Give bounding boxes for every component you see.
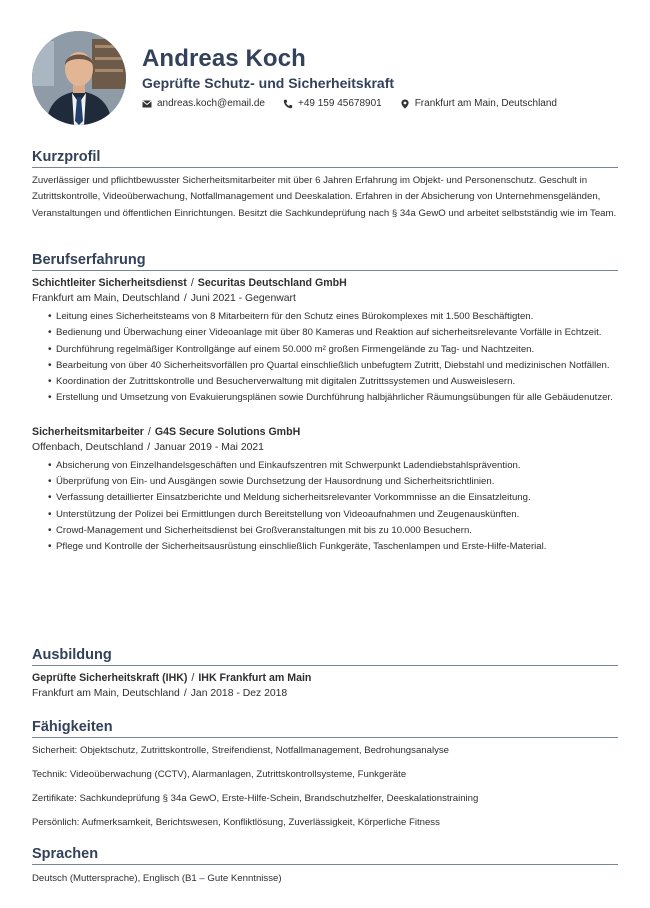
job-bullets xyxy=(48,309,618,407)
map-pin-icon xyxy=(400,99,410,109)
job-meta-line: Frankfurt am Main, Deutschland / Juni 2021 - Gegenwart xyxy=(32,293,296,304)
job-bullet: • Bearbeitung von über 40 Sicherheitsvorfällen pro Quartal einschließlich unbefugtem Zutritt, Diebstahl und medizinischen Notfällen. xyxy=(48,358,618,374)
section-languages xyxy=(32,845,618,886)
candidate-name: Andreas Koch xyxy=(142,45,306,72)
job-bullet: • Erstellung und Umsetzung von Evakuierungsplänen sowie Durchführung halbjährlicher Räumungsübungen für alle Gebäudenutzer. xyxy=(48,390,618,406)
education-title-line: Geprüfte Sicherheitskraft (IHK) / IHK Frankfurt am Main xyxy=(32,672,312,684)
candidate-title: Geprüfte Schutz- und Sicherheitskraft xyxy=(142,75,395,91)
profile-text: Zuverlässiger und pflichtbewusster Sicherheitsmitarbeiter mit über 6 Jahren Erfahrung im Objekt- und Personenschutz. Geschult in Zutrittskontrolle, Videoüberwachung, Notfallmanagement und Deeskalation. Erfahren in der Absicherung von Unternehmensgeländen, Veranstaltungen und öffentlichen Einrichtungen. Besitzt die Sachkundeprüfung nach § 34a GewO und arbeitet selbstständig wie im Team. xyxy=(32,175,617,219)
job-bullet: • Verfassung detaillierter Einsatzberichte und Meldung sicherheitsrelevanter Vorkommnisse an die Einsatzleitung. xyxy=(48,490,618,506)
education-degree: Geprüfte Sicherheitskraft (IHK) xyxy=(32,672,188,684)
languages-text: Deutsch (Muttersprache), Englisch (B1 – Gute Kenntnisse) xyxy=(32,873,282,884)
skill-line: Technik: Videoüberwachung (CCTV), Alarmanlagen, Zutrittskontrollsysteme, Funkgeräte xyxy=(32,769,407,780)
job-dates: Juni 2021 - Gegenwart xyxy=(190,293,296,304)
phone-text[interactable]: +49 159 45678901 xyxy=(298,98,382,109)
job-meta-line: Offenbach, Deutschland / Januar 2019 - Mai 2021 xyxy=(32,441,264,453)
job-entry xyxy=(32,276,618,407)
profile-photo xyxy=(32,31,126,125)
job-role: Sicherheitsmitarbeiter xyxy=(32,425,144,438)
resume-header xyxy=(32,0,618,140)
skills-list xyxy=(32,743,618,830)
phone-icon xyxy=(283,99,293,109)
job-title-line: Sicherheitsmitarbeiter / G4S Secure Solutions GmbH xyxy=(32,425,301,438)
job-company: Securitas Deutschland GmbH xyxy=(197,277,347,289)
job-bullet: • Leitung eines Sicherheitsteams von 8 Mitarbeitern für den Schutz eines Bürokomplexes mit 1.500 Beschäftigten. xyxy=(48,309,618,325)
job-title-line: Schichtleiter Sicherheitsdienst / Securitas Deutschland GmbH xyxy=(32,277,347,289)
resume-page xyxy=(32,0,618,884)
section-skills xyxy=(32,718,618,830)
job-company: G4S Secure Solutions GmbH xyxy=(154,425,301,438)
section-heading-experience: Berufserfahrung xyxy=(32,251,618,271)
job-entry xyxy=(32,425,618,556)
section-profile xyxy=(32,148,618,222)
job-dates: Januar 2019 - Mai 2021 xyxy=(154,441,264,453)
education-institution: IHK Frankfurt am Main xyxy=(198,672,312,684)
job-bullets xyxy=(48,458,618,556)
envelope-icon xyxy=(142,99,152,109)
job-bullet: • Koordination der Zutrittskontrolle und Besucherverwaltung mit digitalen Zutrittssystemen und Ausweislesern. xyxy=(48,374,618,390)
contact-location xyxy=(400,98,557,109)
skill-line: Zertifikate: Sachkundeprüfung § 34a GewO, Erste-Hilfe-Schein, Brandschutzhelfer, Deeskalationstraining xyxy=(32,793,479,804)
education-meta-line: Frankfurt am Main, Deutschland / Jan 2018 - Dez 2018 xyxy=(32,688,288,699)
section-heading-skills: Fähigkeiten xyxy=(32,718,618,738)
location-text: Frankfurt am Main, Deutschland xyxy=(414,98,557,109)
job-bullet: • Überprüfung von Ein- und Ausgängen sowie Durchsetzung der Hausordnung und Sicherheitsrichtlinien. xyxy=(48,474,618,490)
skill-line: Persönlich: Aufmerksamkeit, Berichtswesen, Konfliktlösung, Zuverlässigkeit, Körperliche Fitness xyxy=(32,817,440,828)
section-heading-education: Ausbildung xyxy=(32,646,618,666)
email-text[interactable]: andreas.koch@email.de xyxy=(157,98,265,109)
job-role: Schichtleiter Sicherheitsdienst xyxy=(32,277,187,289)
section-heading-profile: Kurzprofil xyxy=(32,148,618,168)
job-bullet: • Durchführung regelmäßiger Kontrollgänge auf einem 50.000 m² großen Firmengelände zu Tag- und Nachtzeiten. xyxy=(48,342,618,358)
section-heading-languages: Sprachen xyxy=(32,845,618,865)
section-education xyxy=(32,646,618,701)
job-bullet: • Pflege und Kontrolle der Sicherheitsausrüstung einschließlich Funkgeräte, Taschenlampen und Erste-Hilfe-Material. xyxy=(48,539,618,555)
skill-line: Sicherheit: Objektschutz, Zutrittskontrolle, Streifendienst, Notfallmanagement, Bedrohungsanalyse xyxy=(32,745,450,756)
section-experience xyxy=(32,251,618,556)
job-bullet: • Crowd-Management und Sicherheitsdienst bei Großveranstaltungen mit bis zu 10.000 Besuchern. xyxy=(48,523,618,539)
education-dates: Jan 2018 - Dez 2018 xyxy=(190,688,288,699)
job-bullet: • Absicherung von Einzelhandelsgeschäften und Einkaufszentren mit Schwerpunkt Ladendiebstahlsprävention. xyxy=(48,458,618,474)
job-place: Frankfurt am Main, Deutschland xyxy=(32,293,180,304)
contact-phone xyxy=(283,98,382,109)
job-bullet: • Bedienung und Überwachung einer Videoanlage mit über 80 Kameras und Reaktion auf sicherheitsrelevante Vorfälle in Echtzeit. xyxy=(48,325,618,341)
education-place: Frankfurt am Main, Deutschland xyxy=(32,688,180,699)
job-bullet: • Unterstützung der Polizei bei Ermittlungen durch Bereitstellung von Videoaufnahmen und Zeugenauskünften. xyxy=(48,507,618,523)
contact-info xyxy=(142,98,557,109)
job-place: Offenbach, Deutschland xyxy=(32,441,144,453)
contact-email xyxy=(142,98,265,109)
